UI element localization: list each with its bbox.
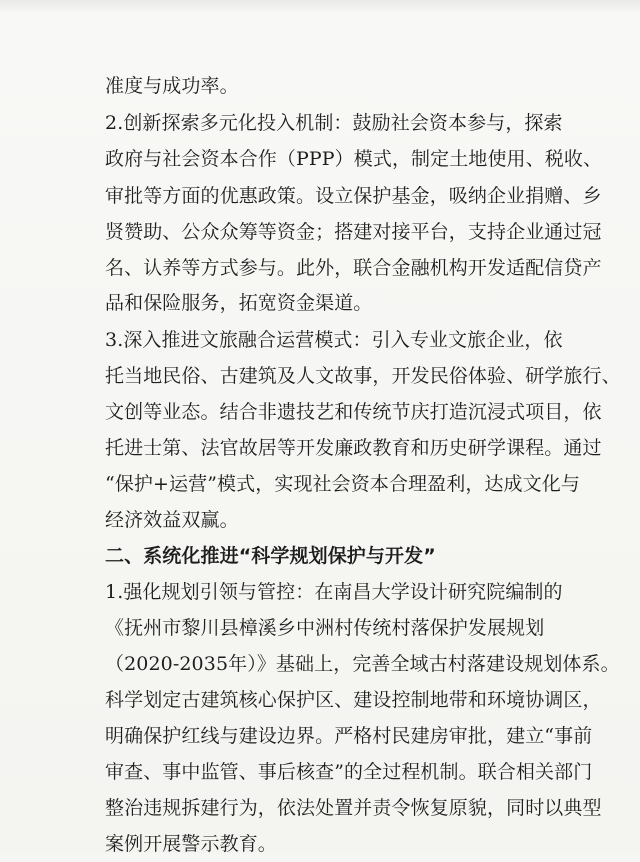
text-line: 案例开展警示教育。 [105,833,277,855]
text-line: 名、认养等方式参与。此外，联合金融机构开发适配信贷产 [105,257,602,279]
text-line: “保护+运营”模式，实现社会资本合理盈利，达成文化与 [105,473,580,495]
text-line: 文创等业态。结合非遗技艺和传统节庆打造沉浸式项目，依 [105,401,602,423]
text-line: 托当地民俗、古建筑及人文故事，开发民俗体验、研学旅行、 [105,365,621,387]
text-line: （2020-2035年）》基础上，完善全域古村落建设规划体系。 [105,653,620,675]
text-line: 准度与成功率。 [105,75,239,97]
text-line: 托进士第、法官故居等开发廉政教育和历史研学课程。通过 [105,437,602,459]
text-line: 经济效益双赢。 [105,509,239,531]
text-line: 政府与社会资本合作（PPP）模式，制定土地使用、税收、 [105,148,603,170]
text-line: 科学划定古建筑核心保护区、建设控制地带和环境协调区， [105,689,602,711]
text-line: 明确保护红线与建设边界。严格村民建房审批，建立“事前 [105,725,593,747]
section-heading: 二、系统化推进“科学规划保护与开发” [105,545,436,567]
text-line: 1.强化规划引领与管控：在南昌大学设计研究院编制的 [105,581,563,603]
text-line: 《抚州市黎川县樟溪乡中洲村传统村落保护发展规划 [105,617,545,639]
scan-edge-shadow [0,0,640,14]
text-line: 整治违规拆建行为，依法处置并责令恢复原貌，同时以典型 [105,797,602,819]
text-line: 审查、事中监管、事后核查”的全过程机制。联合相关部门 [105,761,593,783]
text-line: 3.深入推进文旅融合运营模式：引入专业文旅企业，依 [105,329,563,351]
text-line: 审批等方面的优惠政策。设立保护基金，吸纳企业捐赠、乡 [105,185,602,207]
text-line: 贤赞助、公众众筹等资金；搭建对接平台，支持企业通过冠 [105,221,602,243]
text-line: 品和保险服务，拓宽资金渠道。 [105,292,373,314]
text-line: 2.创新探索多元化投入机制：鼓励社会资本参与，探索 [105,112,563,134]
